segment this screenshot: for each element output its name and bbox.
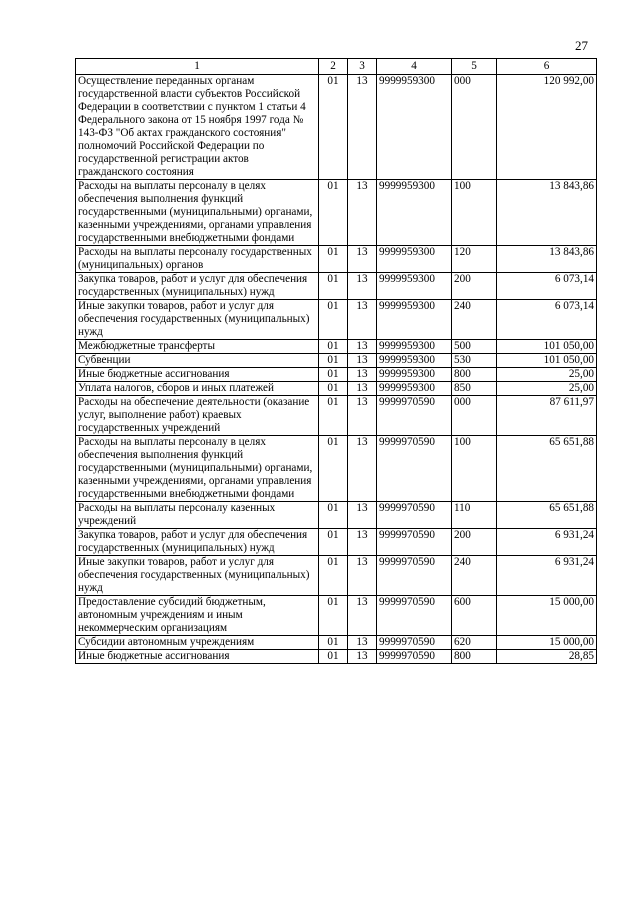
row-name-cell: Иные бюджетные ассигнования: [76, 650, 319, 664]
row-amount-cell: 87 611,97: [497, 396, 597, 436]
row-section-cell: 01: [319, 502, 348, 529]
row-target-article-cell: 9999970590: [377, 636, 452, 650]
row-section-cell: 01: [319, 180, 348, 246]
row-amount-cell: 120 992,00: [497, 75, 597, 180]
row-name-cell: Расходы на выплаты персоналу в целях обеспечения выполнения функций государственными (муниципальными) органами, казенными учреждениями, органами управления государственными внебюджетными фондами: [76, 180, 319, 246]
row-amount-cell: 13 843,86: [497, 246, 597, 273]
row-name-cell: Субсидии автономным учреждениям: [76, 636, 319, 650]
row-expense-type-cell: 200: [452, 273, 497, 300]
table-row: [76, 636, 597, 650]
row-subsection-cell: 13: [348, 396, 377, 436]
row-section-cell: 01: [319, 382, 348, 396]
table-row: [76, 246, 597, 273]
table-row: [76, 273, 597, 300]
row-subsection-cell: 13: [348, 75, 377, 180]
row-target-article-cell: 9999959300: [377, 246, 452, 273]
row-expense-type-cell: 100: [452, 180, 497, 246]
row-expense-type-cell: 240: [452, 556, 497, 596]
row-subsection-cell: 13: [348, 556, 377, 596]
table-row: [76, 650, 597, 664]
row-target-article-cell: 9999970590: [377, 396, 452, 436]
row-expense-type-cell: 120: [452, 246, 497, 273]
table-row: [76, 340, 597, 354]
row-section-cell: 01: [319, 636, 348, 650]
row-amount-cell: 25,00: [497, 368, 597, 382]
row-amount-cell: 101 050,00: [497, 354, 597, 368]
budget-table: [75, 58, 597, 664]
table-body: [76, 75, 597, 664]
row-expense-type-cell: 500: [452, 340, 497, 354]
row-subsection-cell: 13: [348, 529, 377, 556]
row-target-article-cell: 9999970590: [377, 502, 452, 529]
row-section-cell: 01: [319, 596, 348, 636]
row-expense-type-cell: 240: [452, 300, 497, 340]
header-cell-target-article: 4: [377, 59, 452, 75]
row-section-cell: 01: [319, 300, 348, 340]
row-subsection-cell: 13: [348, 502, 377, 529]
row-subsection-cell: 13: [348, 436, 377, 502]
row-amount-cell: 65 651,88: [497, 502, 597, 529]
table-row: [76, 396, 597, 436]
row-section-cell: 01: [319, 650, 348, 664]
row-section-cell: 01: [319, 75, 348, 180]
row-target-article-cell: 9999970590: [377, 650, 452, 664]
row-amount-cell: 101 050,00: [497, 340, 597, 354]
row-section-cell: 01: [319, 529, 348, 556]
header-cell-expense-type: 5: [452, 59, 497, 75]
table-row: [76, 368, 597, 382]
row-name-cell: Иные бюджетные ассигнования: [76, 368, 319, 382]
row-target-article-cell: 9999959300: [377, 180, 452, 246]
row-target-article-cell: 9999970590: [377, 436, 452, 502]
header-cell-subsection: 3: [348, 59, 377, 75]
row-expense-type-cell: 100: [452, 436, 497, 502]
row-subsection-cell: 13: [348, 300, 377, 340]
row-expense-type-cell: 200: [452, 529, 497, 556]
row-target-article-cell: 9999970590: [377, 556, 452, 596]
row-expense-type-cell: 800: [452, 650, 497, 664]
row-name-cell: Расходы на выплаты персоналу государственных (муниципальных) органов: [76, 246, 319, 273]
header-cell-section: 2: [319, 59, 348, 75]
table-row: [76, 75, 597, 180]
row-subsection-cell: 13: [348, 382, 377, 396]
row-name-cell: Расходы на выплаты персоналу в целях обеспечения выполнения функций государственными (муниципальными) органами, казенными учреждениями, органами управления государственными внебюджетными фондами: [76, 436, 319, 502]
header-cell-name: 1: [76, 59, 319, 75]
row-expense-type-cell: 600: [452, 596, 497, 636]
row-amount-cell: 6 073,14: [497, 300, 597, 340]
row-name-cell: Иные закупки товаров, работ и услуг для обеспечения государственных (муниципальных) нужд: [76, 300, 319, 340]
row-amount-cell: 15 000,00: [497, 596, 597, 636]
table-row: [76, 556, 597, 596]
row-section-cell: 01: [319, 246, 348, 273]
row-subsection-cell: 13: [348, 368, 377, 382]
row-expense-type-cell: 620: [452, 636, 497, 650]
table-row: [76, 436, 597, 502]
row-target-article-cell: 9999959300: [377, 340, 452, 354]
row-section-cell: 01: [319, 354, 348, 368]
row-target-article-cell: 9999970590: [377, 529, 452, 556]
row-section-cell: 01: [319, 556, 348, 596]
row-expense-type-cell: 850: [452, 382, 497, 396]
row-target-article-cell: 9999959300: [377, 382, 452, 396]
table-row: [76, 300, 597, 340]
row-name-cell: Уплата налогов, сборов и иных платежей: [76, 382, 319, 396]
row-target-article-cell: 9999959300: [377, 354, 452, 368]
row-amount-cell: 6 931,24: [497, 529, 597, 556]
row-amount-cell: 65 651,88: [497, 436, 597, 502]
row-name-cell: Иные закупки товаров, работ и услуг для обеспечения государственных (муниципальных) нужд: [76, 556, 319, 596]
row-section-cell: 01: [319, 436, 348, 502]
row-expense-type-cell: 530: [452, 354, 497, 368]
row-target-article-cell: 9999959300: [377, 368, 452, 382]
row-amount-cell: 6 931,24: [497, 556, 597, 596]
row-amount-cell: 28,85: [497, 650, 597, 664]
row-name-cell: Субвенции: [76, 354, 319, 368]
row-subsection-cell: 13: [348, 180, 377, 246]
row-expense-type-cell: 110: [452, 502, 497, 529]
table-row: [76, 382, 597, 396]
row-name-cell: Предоставление субсидий бюджетным, автономным учреждениям и иным некоммерческим организациям: [76, 596, 319, 636]
row-amount-cell: 15 000,00: [497, 636, 597, 650]
row-name-cell: Расходы на обеспечение деятельности (оказание услуг, выполнение работ) краевых государственных учреждений: [76, 396, 319, 436]
table-row: [76, 180, 597, 246]
row-amount-cell: 25,00: [497, 382, 597, 396]
row-name-cell: Расходы на выплаты персоналу казенных учреждений: [76, 502, 319, 529]
row-name-cell: Закупка товаров, работ и услуг для обеспечения государственных (муниципальных) нужд: [76, 529, 319, 556]
row-section-cell: 01: [319, 340, 348, 354]
header-cell-amount: 6: [497, 59, 597, 75]
row-name-cell: Осуществление переданных органам государственной власти субъектов Российской Федерации в соответствии с пунктом 1 статьи 4 Федерального закона от 15 ноября 1997 года № 143-ФЗ "Об актах гражданского состояния" полномочий Российской Федерации по государственной регистрации актов гражданского состояния: [76, 75, 319, 180]
row-section-cell: 01: [319, 368, 348, 382]
row-section-cell: 01: [319, 273, 348, 300]
table-row: [76, 529, 597, 556]
row-target-article-cell: 9999959300: [377, 75, 452, 180]
table-row: [76, 502, 597, 529]
row-subsection-cell: 13: [348, 340, 377, 354]
row-expense-type-cell: 000: [452, 75, 497, 180]
row-name-cell: Закупка товаров, работ и услуг для обеспечения государственных (муниципальных) нужд: [76, 273, 319, 300]
row-target-article-cell: 9999959300: [377, 300, 452, 340]
header-row: [76, 59, 597, 75]
row-subsection-cell: 13: [348, 596, 377, 636]
row-subsection-cell: 13: [348, 273, 377, 300]
row-subsection-cell: 13: [348, 650, 377, 664]
row-subsection-cell: 13: [348, 246, 377, 273]
table-row: [76, 596, 597, 636]
row-target-article-cell: 9999970590: [377, 596, 452, 636]
row-expense-type-cell: 000: [452, 396, 497, 436]
row-subsection-cell: 13: [348, 636, 377, 650]
row-amount-cell: 6 073,14: [497, 273, 597, 300]
row-amount-cell: 13 843,86: [497, 180, 597, 246]
row-target-article-cell: 9999959300: [377, 273, 452, 300]
row-expense-type-cell: 800: [452, 368, 497, 382]
row-subsection-cell: 13: [348, 354, 377, 368]
table-row: [76, 354, 597, 368]
row-name-cell: Межбюджетные трансферты: [76, 340, 319, 354]
row-section-cell: 01: [319, 396, 348, 436]
page-number: 27: [575, 38, 588, 53]
